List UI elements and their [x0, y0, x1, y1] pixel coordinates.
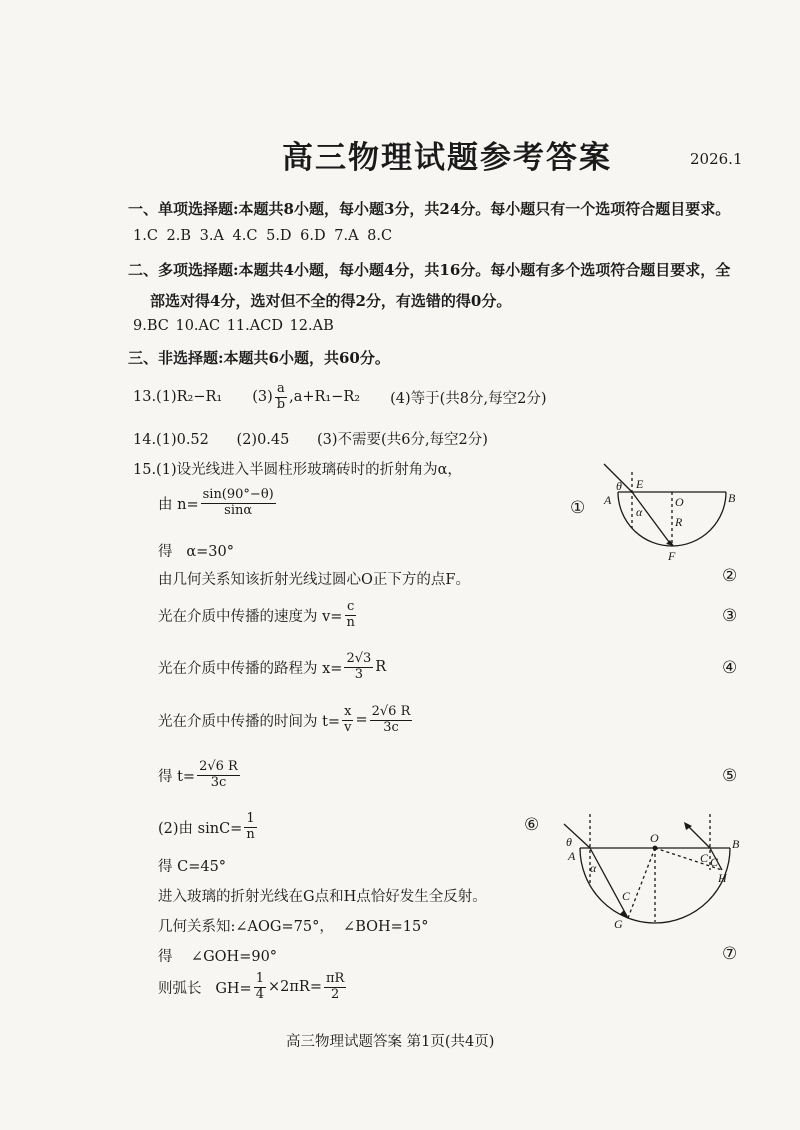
- fraction-numerator: 1: [255, 971, 264, 986]
- label-A: A: [604, 493, 612, 507]
- q15-line6: [158, 705, 414, 736]
- label-alpha: α: [590, 861, 597, 875]
- q15-line7: [158, 760, 242, 791]
- fraction-numerator: 2√6 R: [371, 704, 411, 719]
- formula-middle: ×2πR=: [268, 979, 322, 996]
- q15-line13: [158, 972, 348, 1003]
- fraction-numerator: sin(90°−θ): [202, 487, 274, 502]
- q13-fraction: [275, 382, 287, 413]
- fraction-denominator: 3c: [210, 774, 227, 790]
- fraction-denominator: 2: [331, 986, 340, 1002]
- q13-part2-suffix: ,a+R₁−R₂: [289, 389, 361, 406]
- q15-line5: [158, 652, 386, 683]
- formula-fraction: [254, 972, 266, 1003]
- q13-part1: 13.(1)R₂−R₁: [133, 389, 223, 406]
- formula-prefix: 光在介质中传播的速度为 v=: [158, 608, 343, 625]
- fraction-denominator: v: [344, 719, 352, 735]
- label-B: B: [728, 491, 736, 505]
- equals-sign: =: [355, 712, 368, 729]
- formula-prefix: (2)由 sinC=: [158, 820, 243, 837]
- section1-heading: 一、单项选择题:本题共8小题，每小题3分，共24分。每小题只有一个选项符合题目要求。: [128, 200, 731, 218]
- formula-prefix: 由 n=: [158, 496, 199, 513]
- fraction-denominator: b: [276, 396, 286, 412]
- center-point: [653, 846, 658, 851]
- formula-fraction: [344, 600, 356, 631]
- refraction-diagram-2: [560, 810, 750, 932]
- label-H: H: [718, 871, 727, 885]
- q15-line12: 得 ∠GOH=90°: [158, 949, 278, 965]
- fraction-numerator: c: [347, 599, 355, 614]
- section2-heading-line2: 部选对得4分，选对但不全的得2分，有选错的得0分。: [150, 292, 512, 310]
- formula-fraction: [244, 812, 256, 843]
- step-marker-2: ②: [722, 566, 738, 586]
- page-footer: 高三物理试题答案 第1页(共4页): [286, 1034, 495, 1050]
- fraction-denominator: 3c: [383, 719, 399, 735]
- label-C-right1: C: [700, 851, 709, 865]
- q13-part3: (4)等于(共8分,每空2分): [390, 390, 547, 407]
- label-O: O: [675, 495, 684, 509]
- formula-prefix: 得 t=: [158, 768, 196, 785]
- fraction-denominator: n: [246, 826, 255, 842]
- step-marker-3: ③: [722, 606, 738, 626]
- fraction-numerator: πR: [325, 971, 345, 986]
- step-marker-5: ⑤: [722, 766, 738, 786]
- refraction-diagram-1: [600, 458, 750, 568]
- label-G: G: [614, 917, 623, 931]
- formula-prefix: 光在介质中传播的时间为 t=: [158, 713, 341, 730]
- step-marker-7: ⑦: [722, 944, 738, 964]
- q15-line1: [158, 488, 278, 519]
- label-E: E: [636, 477, 644, 491]
- formula-fraction: [342, 705, 353, 736]
- q15-intro: 15.(1)设光线进入半圆柱形玻璃砖时的折射角为α，: [133, 462, 462, 478]
- label-theta: θ: [616, 479, 622, 493]
- step-marker-6: ⑥: [524, 815, 540, 835]
- section2-answers: 9.BC 10.AC 11.ACD 12.AB: [133, 318, 334, 334]
- label-theta: θ: [566, 835, 572, 849]
- refracted-ray: [632, 492, 672, 546]
- formula-fraction: [344, 652, 373, 683]
- ray-arrow-icon: [666, 540, 674, 546]
- formula-prefix: 则弧长 GH=: [158, 980, 252, 997]
- fraction-numerator: a: [277, 381, 285, 396]
- fraction-numerator: x: [344, 704, 352, 719]
- q15-line10: 进入玻璃的折射光线在G点和H点恰好发生全反射。: [158, 889, 487, 905]
- q15-line8: [158, 812, 259, 843]
- section1-answers: 1.C 2.B 3.A 4.C 5.D 6.D 7.A 8.C: [133, 228, 393, 244]
- fraction-numerator: 2√3: [346, 651, 372, 666]
- label-F: F: [668, 549, 676, 563]
- page-title: 高三物理试题参考答案: [282, 140, 612, 176]
- fraction-denominator: 4: [255, 986, 264, 1002]
- label-A: A: [568, 849, 576, 863]
- fraction-denominator: n: [346, 614, 355, 630]
- formula-prefix: 光在介质中传播的路程为 x=: [158, 660, 343, 677]
- section2-heading-line1: 二、多项选择题:本题共4小题，每小题4分，共16分。每小题有多个选项符合题目要求，全: [128, 261, 731, 279]
- exam-date: 2026.1: [690, 150, 743, 168]
- fraction-numerator: 1: [246, 811, 255, 826]
- formula-suffix: R: [375, 659, 387, 676]
- step-marker-4: ④: [722, 658, 738, 678]
- label-C-right2: C: [710, 855, 719, 869]
- radius-OG: [628, 848, 655, 918]
- fraction-denominator: 3: [354, 666, 363, 682]
- formula-fraction: [201, 488, 276, 519]
- q15-line3: 由几何关系知该折射光线过圆心O正下方的点F。: [158, 572, 470, 588]
- label-alpha: α: [636, 505, 643, 519]
- q13-answer: [133, 382, 547, 413]
- fraction-denominator: sinα: [224, 502, 253, 518]
- section3-heading: 三、非选择题:本题共6小题，共60分。: [128, 349, 390, 367]
- label-B: B: [732, 837, 740, 851]
- formula-fraction: [370, 705, 413, 736]
- formula-fraction: [197, 760, 240, 791]
- q14-answer: 14.(1)0.52 (2)0.45 (3)不需要(共6分,每空2分): [133, 432, 488, 448]
- label-C-left: C: [622, 889, 631, 903]
- q15-line4: [158, 600, 359, 631]
- q13-part2-prefix: (3): [252, 389, 273, 406]
- q15-line2: 得 α=30°: [158, 544, 234, 560]
- q15-line11: 几何关系知:∠AOG=75°， ∠BOH=15°: [158, 919, 429, 935]
- q15-line9: 得 C=45°: [158, 859, 227, 875]
- fraction-numerator: 2√6 R: [199, 759, 238, 774]
- formula-fraction: [324, 972, 346, 1003]
- step-marker-1: ①: [570, 498, 586, 518]
- label-O: O: [650, 831, 659, 845]
- label-R: R: [675, 515, 683, 529]
